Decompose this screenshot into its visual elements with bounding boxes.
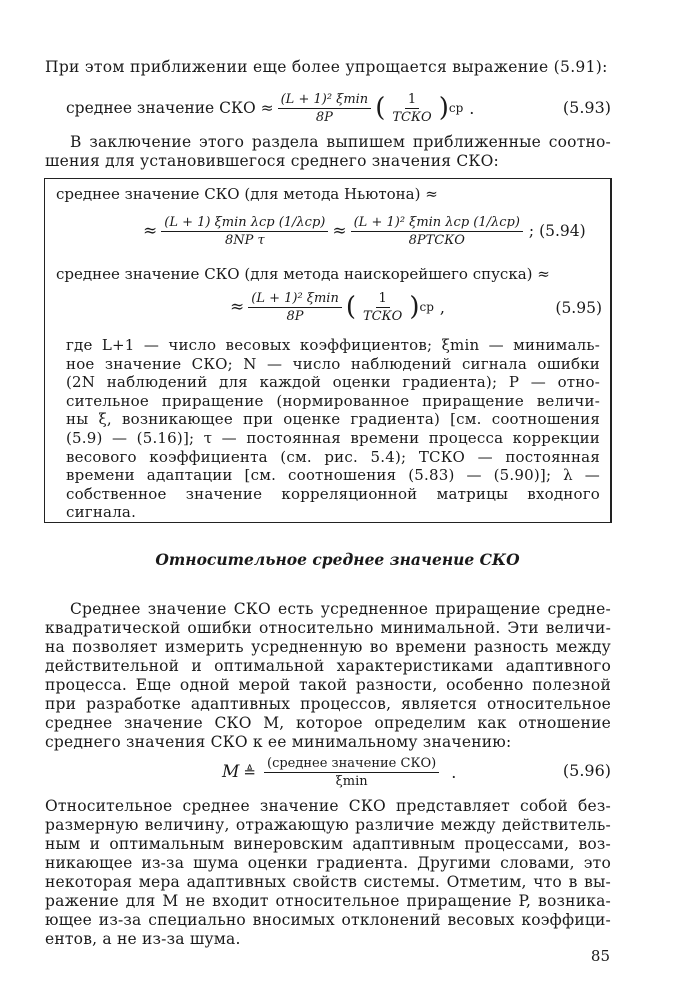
paragraph-line: некоторая мера адаптивных свойств системы. Отметим, что в вы- [45, 873, 611, 891]
eq595-inner-denominator: TСКО [362, 308, 403, 324]
eq593-subscript: ср [448, 101, 464, 115]
definition-line: (5.9) — (5.16)]; τ — постоянная времени процесса коррекции [66, 428, 600, 447]
eq595-numerator: (L + 1)² ξmin [248, 291, 342, 308]
definition-line: ное значение СКО; N — число наблюдений сигнала ошибки [66, 354, 600, 373]
page-number: 85 [590, 947, 610, 965]
paragraph-line: ющее из-за специально вносимых отклонений весовых коэффици- [45, 911, 611, 929]
eq595-subscript: ср [419, 300, 434, 314]
steepest-label: среднее значение СКО (для метода наискорейшего спуска) ≈ [56, 265, 550, 283]
eq596-defeq: ≜ [243, 763, 256, 781]
definition-line: весового коэффициента (см. рис. 5.4); TСКО — постоянная [66, 447, 600, 466]
eq593-number: (5.93) [562, 98, 611, 117]
eq593-lhs: среднее значение СКО ≈ [66, 99, 274, 117]
equation-5-93: среднее значение СКО ≈ $\frac{\text{(L + 1)² ξmin}}{8P}$ ( $\frac{1}{\text{TСКО}}$ ) ср . [66, 91, 475, 125]
eq595-tail: , [439, 297, 445, 317]
definition-line: (2N наблюдений для каждой оценки градиента); P — отно- [66, 373, 600, 392]
eq596-fraction [264, 756, 439, 789]
definition-line: собственное значение корреляционной матрицы входного [66, 484, 600, 503]
newton-label: среднее значение СКО (для метода Ньютона) ≈ [56, 185, 438, 203]
definition-line: времени адаптации [см. соотношения (5.83) — (5.90)]; λ — [66, 466, 600, 485]
eq594-fraction-2 [351, 215, 523, 248]
eq594-fraction-1 [161, 215, 328, 248]
paragraph-line: Среднее значение СКО есть усредненное приращение средне- [70, 600, 611, 618]
eq594-numerator-2: (L + 1)² ξmin λcp (1/λcp) [351, 215, 523, 232]
eq594-numerator-1: (L + 1) ξmin λcp (1/λcp) [161, 215, 328, 232]
paragraph-line: квадратической ошибки относительно минимальной. Эти величи- [45, 619, 611, 637]
eq593-inner-denominator: TСКО [392, 109, 432, 125]
paragraph-line: ражение для M не входит относительное приращение P, возника- [45, 892, 611, 910]
definition-line: где L+1 — число весовых коэффициентов; ξmin — минималь- [66, 336, 600, 354]
eq595-inner-fraction [360, 291, 405, 324]
definition-line: сигнала. [66, 503, 137, 522]
paragraph-line: ентов, а не из-за шума. [45, 930, 241, 948]
paragraph-line: никающее из-за шума оценки градиента. Другими словами, это [45, 854, 611, 872]
eq595-fraction [248, 291, 342, 324]
paragraph-line: на позволяет измерить усредненную во времени разность между [45, 638, 611, 656]
definitions-paragraph [66, 336, 600, 522]
intro-line: При этом приближении еще более упрощается выражение (5.91): [45, 58, 608, 76]
eq594-denominator-1: 8NP τ [224, 232, 265, 248]
eq593-numerator: (L + 1)² ξmin [278, 92, 372, 109]
paragraph-line: среднего значения СКО к ее минимальному значению: [45, 733, 512, 751]
equation-5-95: ≈ $\frac{\text{(L + 1)² ξmin}}{8P}$ ( $\frac{1}{\text{TСКО}}$ ) ср , [230, 290, 445, 324]
eq593-fraction [278, 92, 372, 125]
paragraph-line: при разработке адаптивных процессов, является относительное [45, 695, 611, 713]
definition-line: ны ξ, возникающее при оценке градиента) [см. соотношения [66, 410, 600, 429]
eq594-number: ; (5.94) [528, 222, 586, 240]
eq594-denominator-2: 8PTСКО [408, 232, 465, 248]
eq593-inner-fraction [389, 92, 434, 125]
equation-5-94 [143, 209, 586, 253]
body-paragraph-1 [45, 600, 611, 752]
eq594-approx-2: ≈ [332, 221, 347, 241]
section-heading: Относительное среднее значение СКО [155, 550, 520, 569]
conclusion-line: В заключение этого раздела выпишем приближенные соотно- [70, 133, 611, 151]
eq596-numerator: (среднее значение СКО) [264, 756, 439, 773]
paragraph-line: действительной и оптимальной характеристиками адаптивного [45, 657, 611, 675]
paragraph-line: среднее значение СКО M, которое определим как отношение [45, 714, 611, 732]
eq593-inner-numerator: 1 [405, 92, 419, 109]
paragraph-line: процесса. Еще одной мерой такой разности, особенно полезной [45, 676, 611, 694]
equation-5-96 [222, 752, 456, 792]
summary-box [44, 178, 612, 523]
conclusion-paragraph [45, 133, 611, 171]
eq596-lhs: M [222, 762, 240, 782]
eq594-approx-1: ≈ [143, 221, 158, 241]
eq595-inner-numerator: 1 [376, 291, 390, 308]
eq595-denominator: 8P [286, 308, 304, 324]
eq593-tail: . [469, 98, 475, 118]
body-paragraph-2 [45, 797, 611, 949]
eq596-tail: . [451, 762, 457, 782]
paragraph-line: ным и оптимальным винеровским адаптивным процессами, воз- [45, 835, 611, 853]
eq595-approx: ≈ [230, 297, 245, 317]
conclusion-line: шения для установившегося среднего значения СКО: [45, 152, 499, 170]
eq596-denominator: ξmin [335, 773, 368, 789]
definition-line: сительное приращение (нормированное приращение величи- [66, 391, 600, 410]
eq596-number: (5.96) [562, 761, 611, 780]
eq595-number: (5.95) [555, 299, 602, 317]
eq593-denominator: 8P [315, 109, 333, 125]
paragraph-line: размерную величину, отражающую различие между действитель- [45, 816, 611, 834]
paragraph-line: Относительное среднее значение СКО представляет собой без- [45, 797, 611, 815]
